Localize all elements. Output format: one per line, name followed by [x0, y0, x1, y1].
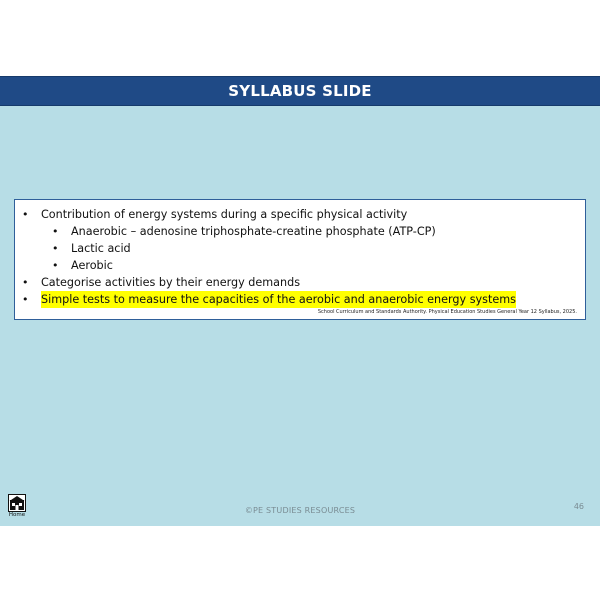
highlighted-bullet-text: Simple tests to measure the capacities of the aerobic and anaerobic energy systems [41, 293, 516, 306]
bullet-item-atp-cp [15, 223, 585, 240]
bullet-marker: • [52, 259, 59, 272]
bullet-marker: • [22, 293, 29, 306]
bullet-item-lactic-acid [15, 240, 585, 257]
home-label: Home [8, 512, 26, 518]
bullet-item-aerobic [15, 257, 585, 274]
bullet-text: Categorise activities by their energy demands [41, 276, 301, 289]
bullet-item-categorise [15, 274, 585, 291]
slide [0, 76, 600, 526]
slide-title: SYLLABUS SLIDE [228, 82, 372, 100]
page-number: 46 [573, 502, 584, 511]
bullet-text: Contribution of energy systems during a specific physical activity [41, 208, 408, 221]
citation: School Curriculum and Standards Authority. Physical Education Studies General Year 12 Syllabus, 2025. [317, 309, 577, 315]
bullet-text: Aerobic [71, 259, 113, 272]
bullet-item-energy-contribution [15, 206, 585, 223]
bullet-text: Anaerobic – adenosine triphosphate-creatine phosphate (ATP-CP) [71, 225, 436, 238]
bullet-marker: • [22, 208, 29, 221]
bullet-marker: • [52, 242, 59, 255]
footer-copyright: ©PE STUDIES RESOURCES [244, 506, 356, 515]
bullet-marker: • [22, 276, 29, 289]
bullet-list [15, 206, 585, 308]
title-bar [0, 76, 600, 106]
syllabus-content-box [14, 199, 586, 320]
bullet-marker: • [52, 225, 59, 238]
bullet-text: Lactic acid [71, 242, 131, 255]
bullet-item-simple-tests [15, 291, 585, 308]
